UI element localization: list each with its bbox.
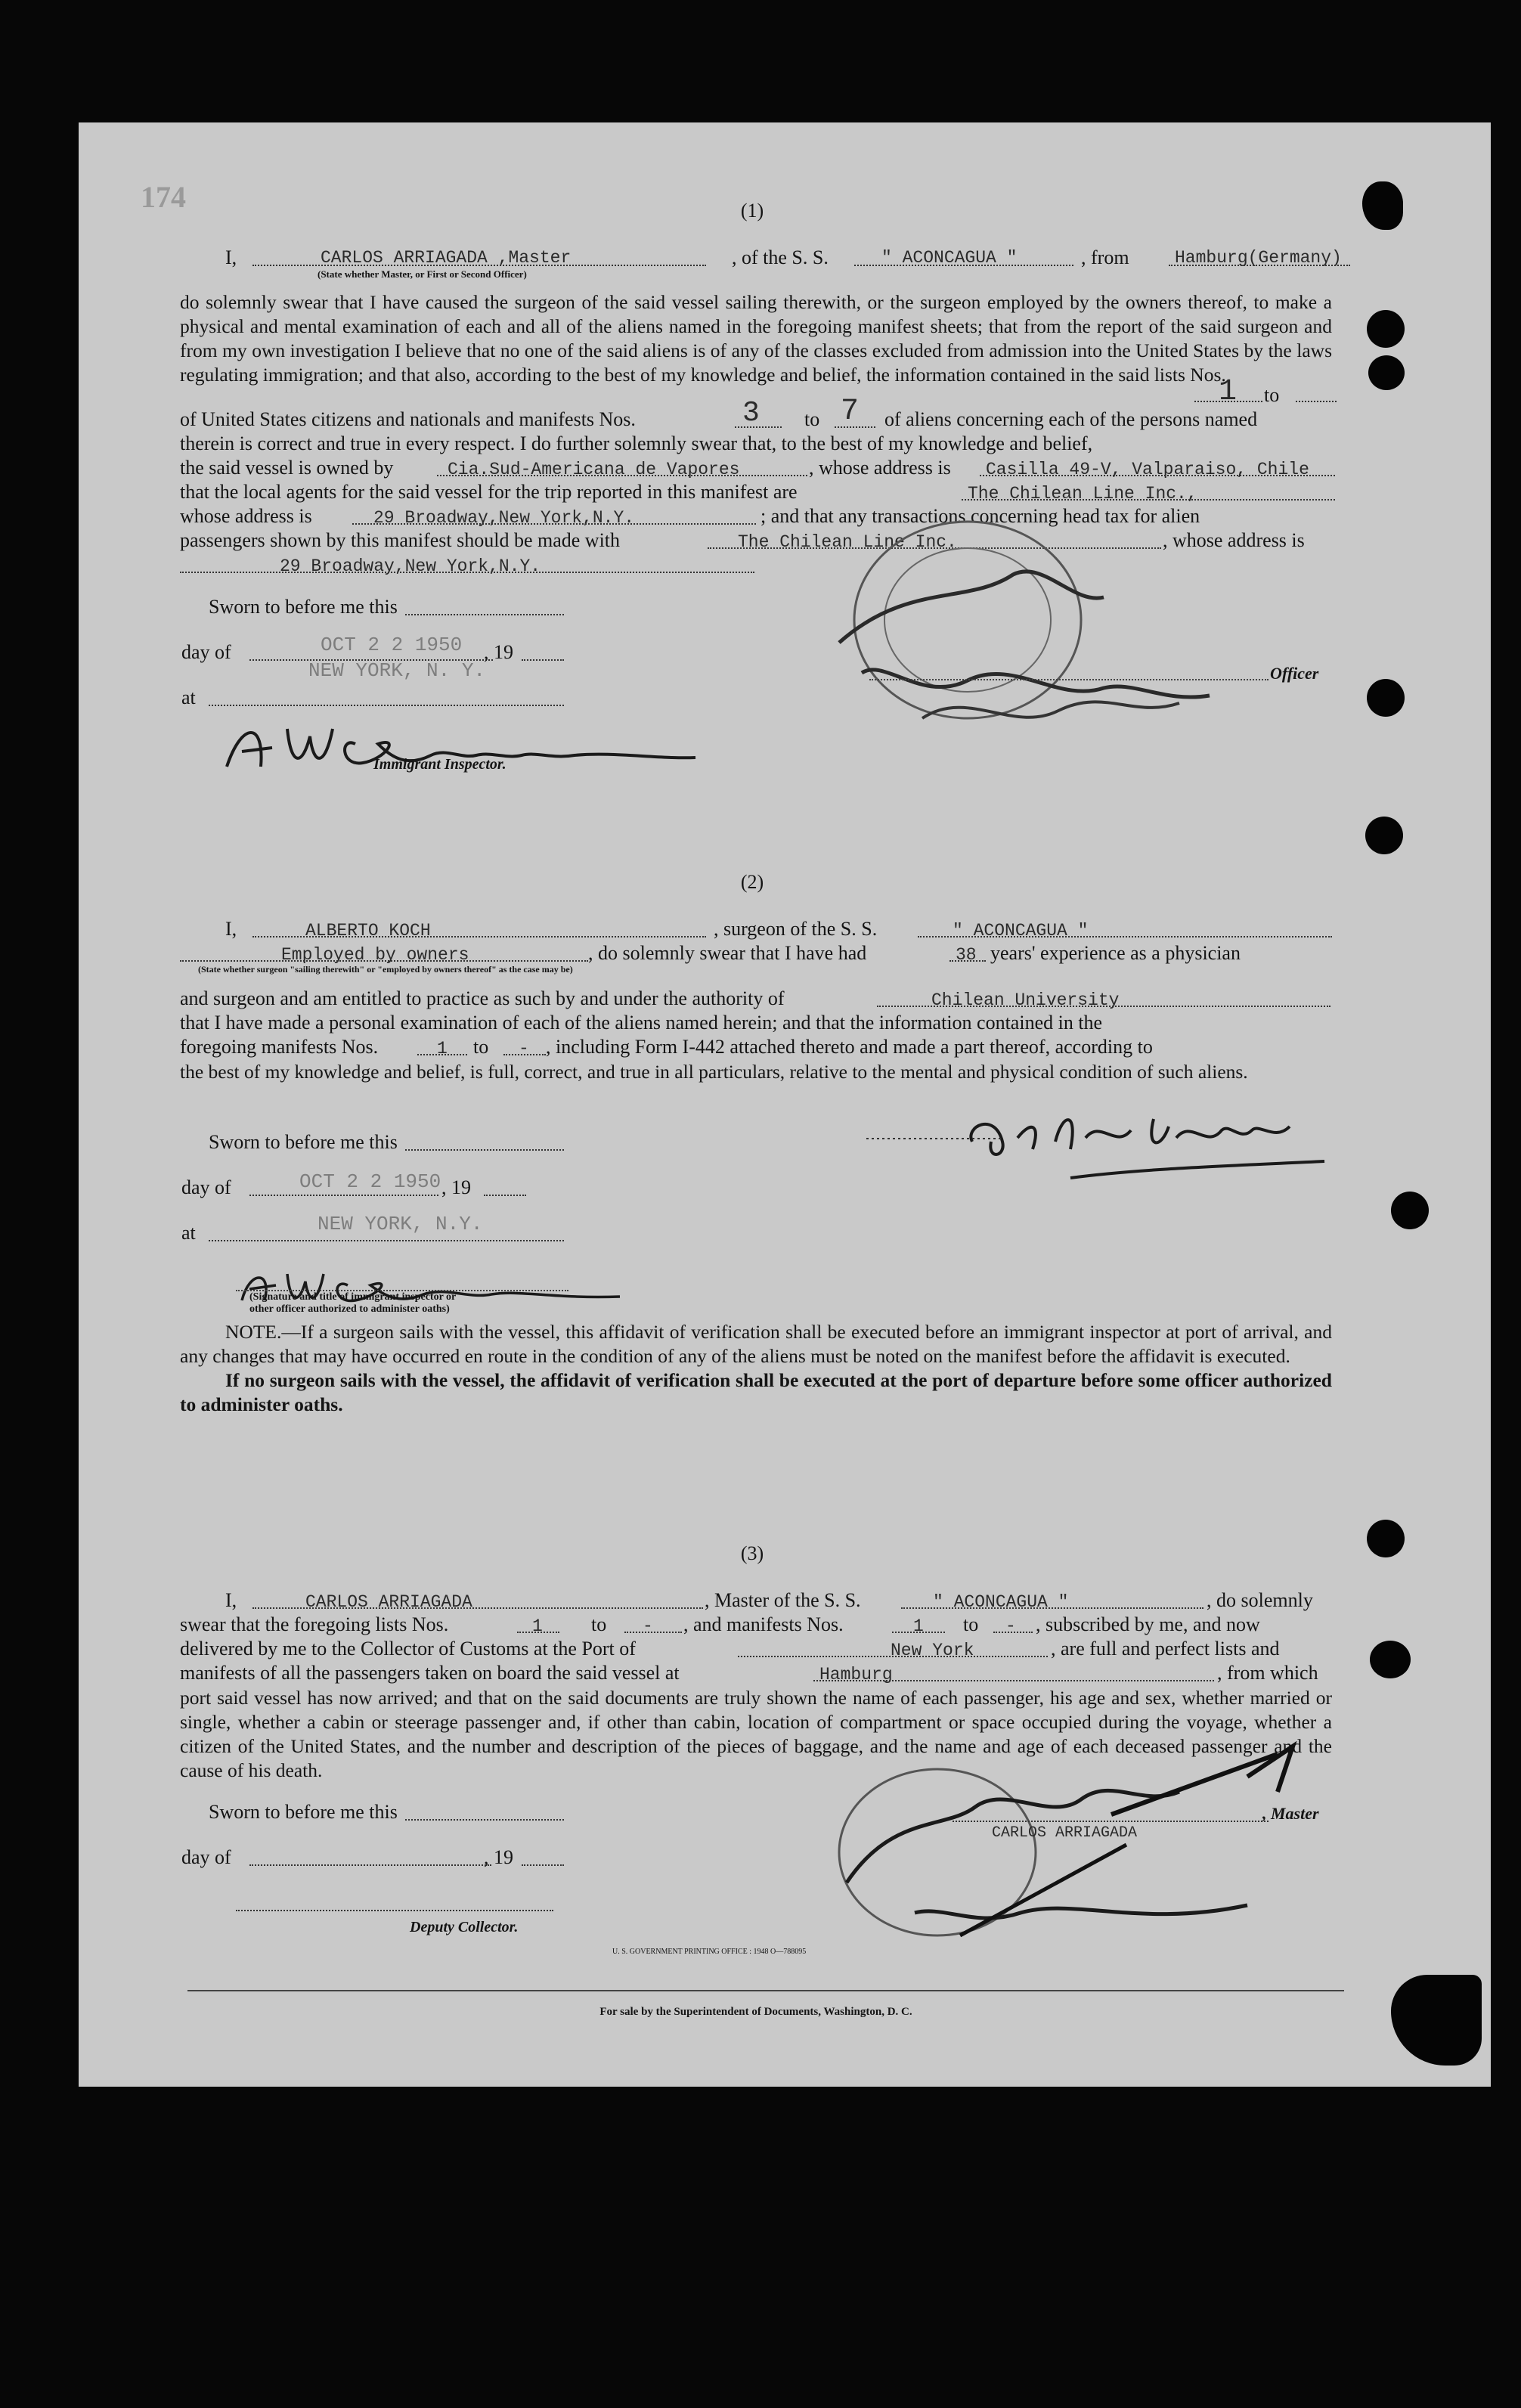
man-to-field: 7 [841,395,860,429]
pronoun-label: I, [225,246,237,268]
master-label: , Master [1262,1804,1319,1823]
to-label: to [591,1613,607,1635]
from-which-label: , from which [1217,1662,1318,1684]
lists-from-field: 1 [1219,375,1238,409]
at-line [209,705,564,706]
pronoun-label: I, [225,918,237,940]
deputy-label: Deputy Collector. [410,1919,519,1935]
section-number: (2) [740,871,764,893]
from-port-field: Hamburg(Germany) [1175,248,1342,268]
master-typed-name: CARLOS ARRIAGADA [992,1824,1138,1842]
section2-paragraph [180,1060,1332,1084]
at-label: at [181,686,196,708]
man-from-field: 3 [742,397,760,429]
us-citizens-label: of United States citizens and nationals and manifests Nos. [180,408,636,430]
for-sale-footer: For sale by the Superintendent of Documents, Washington, D. C. [599,2006,912,2018]
manifests-all-label: manifests of all the passengers taken on board the said vessel at [180,1662,680,1684]
ghost-page-number: 174 [141,180,186,214]
owner-address-field: Casilla 49-V, Valparaiso, Chile [986,460,1309,479]
punch-hole [1391,1192,1429,1229]
lists-to-line [624,1632,682,1633]
punch-hole [1368,355,1405,390]
inspector-title: Immigrant Inspector. [373,756,506,773]
to-label: to [1264,384,1280,406]
university-field: Chilean University [931,990,1120,1010]
deputy-line [236,1910,553,1911]
surgeon-of-label: , surgeon of the S. S. [714,918,878,940]
man-from-line [892,1632,945,1633]
embark-port-field: Hamburg [819,1665,893,1684]
master-name-field: CARLOS ARRIAGADA [305,1592,472,1612]
owner-line [437,475,807,476]
year-line [484,1195,526,1196]
form-label: , including Form I-442 attached thereto and made a part thereof, according to [546,1036,1153,1058]
man-to-field: - [1005,1616,1016,1636]
lists-to-field: - [643,1616,653,1636]
vessel-line [918,936,1332,937]
whose-address-label: , whose address is [809,457,951,479]
man-from-field: 1 [913,1616,924,1636]
to-label: to [473,1036,489,1058]
years-line [949,960,986,962]
punch-hole [1370,1641,1411,1678]
sworn-line [405,1149,564,1151]
place-stamp: NEW YORK, N.Y. [318,1213,483,1235]
day-line [249,1195,438,1196]
passengers-label: passengers shown by this manifest should be made with [180,529,621,551]
and-manifests-label: , and manifests Nos. [683,1613,844,1635]
foregoing-label: foregoing manifests Nos. [180,1036,379,1058]
man-from-field: 1 [437,1039,448,1058]
officer-line [869,679,1269,680]
footer-rule [187,1990,1344,1991]
master-name-line [252,1607,703,1609]
sworn-label: Sworn to before me this [209,1801,398,1823]
sig-caption-2: other officer authorized to administer oaths) [249,1303,450,1315]
swear-lists-label: swear that the foregoing lists Nos. [180,1613,449,1635]
note-text-1: NOTE.—If a surgeon sails with the vessel, this affidavit of verification shall be executed before an immigrant inspector at port of arrival, and any changes that may have occurred en route in the condition of any of the aliens must be noted on the manifest before the affidavit is executed. [180,1321,1332,1367]
tax-agent-field: The Chilean Line Inc. [738,532,957,552]
sworn-label: Sworn to before me this [209,596,398,618]
arrival-text: port said vessel has now arrived; and that on the said documents are truly shown the name of each passenger, his age and sex, whether married or single, whether a cabin or steerage passenger and, if other than cabin, location of compartment or space occupied during the voyage, whether a citizen of the United States, and the number and description of the pieces of baggage, and the name and age of each deceased passenger and the cause of his death. [180,1687,1332,1781]
tax-address-line [180,572,754,573]
transactions-label: ; and that any transactions concerning head tax for alien [760,505,1200,527]
belief-text: the best of my knowledge and belief, is full, correct, and true in all particulars, relative to the mental and physical condition of such aliens. [180,1061,1248,1083]
port-line [738,1656,1048,1657]
vessel-field: " ACONCAGUA " [881,248,1018,268]
section-number: (1) [740,200,764,222]
year-line [522,1864,564,1866]
sworn-line [405,1819,564,1821]
master-caption: (State whether Master, or First or Second Officer) [318,268,527,280]
lists-from-field: 1 [532,1616,543,1636]
sworn-label: Sworn to before me this [209,1131,398,1153]
sworn-line [405,614,564,615]
sig-line [236,1290,568,1291]
to-label: to [804,408,820,430]
at-label: at [181,1222,196,1244]
punch-hole [1367,310,1405,348]
whose-address-label-2: whose address is [180,505,312,527]
master-line [953,1821,1269,1822]
officer-label: Officer [1270,664,1319,683]
owned-by-label: the said vessel is owned by [180,457,394,479]
gpo-imprint: U. S. GOVERNMENT PRINTING OFFICE : 1948 O—788095 [612,1948,807,1956]
day-of-label: day of [181,1176,231,1198]
year-label: , 19 [441,1176,471,1198]
man-to-line [993,1632,1033,1633]
lists-from-line [1194,401,1262,402]
pronoun-label: I, [225,1589,237,1611]
swear-label: , do solemnly swear that I have had [588,942,867,964]
vessel-field: " ACONCAGUA " [933,1592,1069,1612]
owner-field: Cia.Sud-Americana de Vapores [448,460,740,479]
year-label: , 19 [484,641,513,663]
from-port-line [1169,265,1350,266]
lists-from-line [517,1632,559,1633]
surgeon-name-field: ALBERTO KOCH [305,921,431,941]
tax-address-field: 29 Broadway,New York,N.Y. [280,556,541,576]
from-label: , from [1081,246,1129,268]
delivered-label: delivered by me to the Collector of Customs at the Port of [180,1638,636,1660]
master-name-field: CARLOS ARRIAGADA ,Master [321,248,572,268]
man-to-line [503,1054,546,1055]
owner-address-line [980,475,1335,476]
agent-address-field: 29 Broadway,New York,N.Y. [373,508,635,528]
surgeon-caption: (State whether surgeon "sailing therewith" or "employed by owners thereof" as the case may be) [198,964,573,975]
aliens-label: of aliens concerning each of the persons named [884,408,1258,430]
of-ss-label: , of the S. S. [732,246,829,268]
whose-address-label-3: , whose address is [1163,529,1305,551]
years-field: 38 [956,945,977,965]
further-swear-text: therein is correct and true in every respect. I do further solemnly swear that, to the best of my knowledge and belief, [180,432,1093,454]
date-stamp: OCT 2 2 1950 [299,1170,441,1193]
man-to-field: - [519,1039,529,1058]
day-line [249,1864,491,1866]
embark-port-line [813,1680,1214,1681]
examination-text: that I have made a personal examination of each of the aliens named herein; and that the information contained in the [180,1012,1103,1034]
man-from-line [417,1054,467,1055]
years-exp-label: years' experience as a physician [990,942,1241,964]
surgeon-signature [851,1096,1335,1187]
agents-label: that the local agents for the said vessel for the trip reported in this manifest are [180,481,798,503]
day-of-label: day of [181,1846,231,1868]
date-stamp: OCT 2 2 1950 [321,634,463,656]
year-line [522,659,564,661]
place-stamp: NEW YORK, N. Y. [308,659,486,682]
full-perfect-label: , are full and perfect lists and [1051,1638,1280,1660]
day-of-label: day of [181,641,231,663]
punch-hole [1365,817,1403,854]
ship-seal-stamp [816,491,1240,764]
sig-caption-1: (Signature and title of immigrant inspector or [249,1291,457,1303]
employed-field: Employed by owners [281,945,469,965]
employed-line [180,960,588,962]
authority-label: and surgeon and am entitled to practice as such by and under the authority of [180,987,785,1009]
section1-paragraph [180,290,1332,387]
punch-hole [1367,1520,1405,1557]
university-line [877,1006,1330,1007]
do-solemnly-label: , do solemnly [1207,1589,1313,1611]
subscribed-label: , subscribed by me, and now [1036,1613,1260,1635]
to-label: to [963,1613,979,1635]
port-field: New York [891,1641,974,1660]
master-of-label: , Master of the S. S. [705,1589,861,1611]
punch-hole [1367,679,1405,717]
vessel-line [901,1607,1203,1609]
agent-field: The Chilean Line Inc., [968,484,1197,504]
lists-to-line [1296,401,1337,402]
vessel-field: " ACONCAGUA " [953,921,1089,941]
note-paragraph [180,1320,1332,1417]
year-label: , 19 [484,1846,513,1868]
at-line [209,1240,564,1241]
section-number: (3) [740,1542,764,1564]
note-text-2: If no surgeon sails with the vessel, the affidavit of verification shall be executed at the port of departure before some officer authorized to administer oaths. [180,1369,1332,1415]
agent-address-line [352,523,756,525]
surgeon-name-line [252,936,706,937]
oath-text: do solemnly swear that I have caused the surgeon of the said vessel sailing therewith, or the surgeon employed by the owners thereof, to make a physical and mental examination of each and all of the aliens named in the foregoing manifest sheets; that from the report of the said surgeon and from my own investigation I believe that no one of the said aliens is of any of the classes excluded from admission into the United States by the laws regulating immigration; and that also, according to the best of my knowledge and belief, the information contained in the said lists Nos. [180,291,1332,386]
